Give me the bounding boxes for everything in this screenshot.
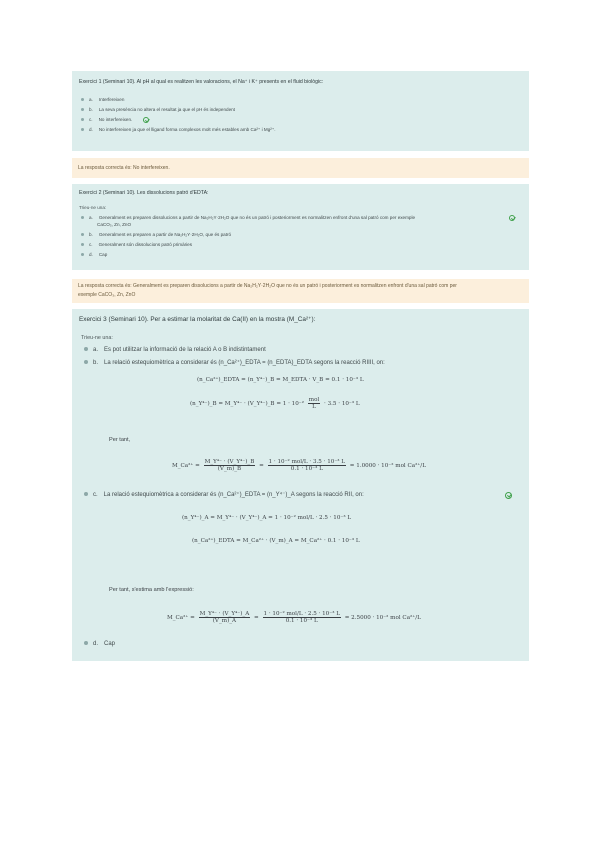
pertant-c: Per tant, s'estima amb l'expressió: [109, 587, 194, 593]
question-1-feedback: La resposta correcta és: No interfereixen. [72, 158, 529, 178]
question-3-header: Exercici 3 (Seminari 10). Per a estimar la molaritat de Ca(II) en la mostra (M_Ca²⁺): [79, 316, 316, 323]
radio-icon [81, 253, 84, 256]
question-1-box [72, 71, 529, 151]
radio-icon [81, 233, 84, 236]
q3-option-d[interactable]: d. Cap [84, 641, 115, 647]
q3-option-a[interactable]: a. Es pot utilitzar la informació de la relació A o B indistintament [84, 347, 266, 353]
question-3-box [72, 309, 529, 661]
radio-icon [84, 347, 88, 351]
q2-option-a[interactable]: a. Generalment es preparen dissolucions a partir de Na₂H₂Y·2H₂O que no és un patró i posteriorment es normalitzen enfront d'una sal patró com per exemple [81, 215, 415, 220]
equation-c3: M_Ca²⁺ = $\frac{\text{M\_Y⁴⁻ · (V\_Y⁴⁻)\_A}}{(V\_m)\_A}$ = $\frac{\text{1 · 10⁻² mol/L · 2.5 · 10⁻³ L}}{\text{0.1 · 10⁻³ L}}$ = 2.5000 · 10⁻² mol Ca²⁺/L [167, 611, 421, 624]
radio-icon [81, 118, 84, 121]
radio-icon [81, 108, 84, 111]
q2-option-c[interactable]: c. Generalment són dissolucions patró primàries [81, 242, 192, 247]
question-2-prompt: Trieu-ne una: [79, 205, 107, 210]
radio-icon [84, 641, 88, 645]
question-2-box [72, 184, 529, 270]
pertant-b: Per tant, [109, 437, 131, 443]
radio-icon [84, 492, 88, 496]
question-3-prompt: Trieu-ne una: [81, 335, 113, 341]
q3-option-b[interactable]: b. La relació estequiomètrica a considerar és (n_Ca²⁺)_EDTA = (n_EDTA)_EDTA segons la reacció RIIII, on: [84, 359, 385, 366]
q2-option-b[interactable]: b. Generalment es preparen a partir de Na₂H₂Y·2H₂O, que és patró [81, 232, 231, 237]
radio-icon [84, 360, 88, 364]
question-2-header: Exercici 2 (Seminari 10). Les dissolucions patró d'EDTA: [79, 190, 209, 196]
correct-check-icon [509, 215, 515, 221]
question-1-header: Exercici 1 (Seminari 10). Al pH al qual es realitzen les valoracions, el Na⁺ i K⁺ presents en el fluid biològic: [79, 79, 324, 85]
correct-check-icon [505, 492, 512, 499]
q1-option-c[interactable]: c. No interfereixen. [81, 117, 132, 122]
correct-check-icon [143, 117, 149, 123]
q2-option-d[interactable]: d. Cap [81, 252, 107, 257]
radio-icon [81, 128, 84, 131]
radio-icon [81, 98, 84, 101]
q3-option-c[interactable]: c. La relació estequiomètrica a considerar és (n_Ca²⁺)_EDTA = (n_Y⁴⁻)_A segons la reacció RII, on: [84, 491, 364, 498]
equation-c2: (n_Ca²⁺)_EDTA = M_Ca²⁺ · (V_m)_A = M_Ca²⁺ · 0.1 · 10⁻³ L [192, 538, 360, 544]
equation-b3: M_Ca²⁺ = $\frac{\text{M\_Y⁴⁻ · (V\_Y⁴⁻)\_B}}{(V\_m)\_B}$ = $\frac{\text{1 · 10⁻² mol/L · 3.5 · 10⁻³ L}}{\text{0.1 · 10⁻³ L}}$ = 1.0000 · 10⁻² mol Ca²⁺/L [172, 459, 426, 472]
q1-option-d[interactable]: d. No interfereixen ja que el lligand forma complexos molt més estables amb Ca²⁺ i Mg²⁺. [81, 127, 276, 133]
q1-option-a[interactable]: a. Interfereixen [81, 97, 124, 102]
equation-b2: (n_Y⁴⁻)_B = M_Y⁴⁻ · (V_Y⁴⁻)_B = 1 · 10⁻² $\frac{\text{mol}}{L}$ · 3.5 · 10⁻³ L [190, 397, 360, 410]
equation-b1: (n_Ca²⁺)_EDTA = (n_Y⁴⁻)_B = M_EDTA · V_B = 0.1 · 10⁻³ L [197, 377, 364, 383]
q2-option-a-cont: CaCO₃, Zn, ZnO [97, 222, 132, 227]
q1-option-b[interactable]: b. La seva presència no altera el resultat ja que el pH és independent [81, 107, 235, 112]
question-2-feedback: La resposta correcta és: Generalment es preparen dissolucions a partir de Na₂H₂Y·2H₂O que no és un patró i posteriorment es normalitzen enfront d'una sal patró com per exemple CaCO₃, Zn, ZnO [72, 279, 529, 303]
equation-c1: (n_Y⁴⁻)_A = M_Y⁴⁻ · (V_Y⁴⁻)_A = 1 · 10⁻² mol/L · 2.5 · 10⁻³ L [182, 515, 352, 521]
radio-icon [81, 243, 84, 246]
radio-icon [81, 216, 84, 219]
